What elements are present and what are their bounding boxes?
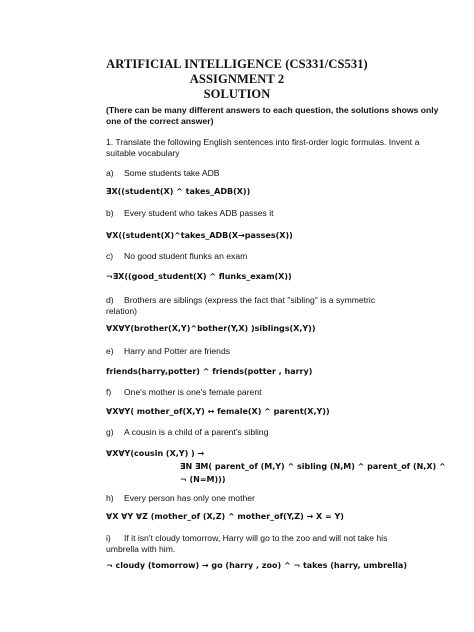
item-answer-cont: ¬ (N=M))): [180, 475, 226, 484]
item-label: e): [106, 346, 114, 356]
item-statement: Every person has only one mother: [124, 493, 255, 503]
item-statement: A cousin is a child of a parent's sibling: [124, 427, 269, 437]
question-line-2: suitable vocabulary: [106, 148, 180, 158]
item-label: b): [106, 208, 114, 218]
item-answer: ∀X ∀Y ∀Z (mother_of (X,Z) ^ mother_of(Y,Z) → X = Y): [106, 512, 344, 521]
item-answer: ¬∃X((good_student(X) ^ flunks_exam(X)): [106, 272, 292, 281]
item-answer: ∀X∀Y(cousin (X,Y) ) →: [106, 449, 205, 458]
item-answer: ∀X∀Y(brother(X,Y)^bother(Y,X) )siblings(X,Y)): [106, 324, 316, 333]
item-label: g): [106, 427, 114, 437]
item-answer: ∀X∀Y( mother_of(X,Y) ↔ female(X) ^ parent(X,Y)): [106, 407, 330, 416]
item-label: f): [106, 387, 112, 397]
item-answer: ¬ cloudy (tomorrow) → go (harry , zoo) ^ ¬ takes (harry, umbrella): [106, 561, 407, 570]
item-label: a): [106, 168, 114, 178]
solution-title: SOLUTION: [203, 87, 271, 101]
item-statement: No good student flunks an exam: [124, 251, 248, 261]
item-statement: Every student who takes ADB passes it: [124, 208, 274, 218]
item-statement: Brothers are siblings (express the fact that "sibling" is a symmetric: [124, 295, 376, 305]
item-label: c): [106, 251, 114, 261]
item-statement: Some students take ADB: [124, 168, 220, 178]
item-statement-cont: relation): [106, 306, 138, 316]
assignment-title: ASSIGNMENT 2: [189, 72, 285, 86]
item-label: i): [106, 533, 111, 543]
item-label: d): [106, 295, 114, 305]
note-line-2: one of the correct answer): [106, 116, 214, 126]
item-statement: One's mother is one's female parent: [124, 387, 262, 397]
item-answer-cont: ∃N ∃M( parent_of (M,Y) ^ sibling (N,M) ^ parent_of (N,X) ^: [180, 462, 446, 471]
item-statement: Harry and Potter are friends: [124, 346, 231, 356]
item-answer: friends(harry,potter) ^ friends(potter , harry): [106, 367, 313, 376]
item-statement: If it isn't cloudy tomorrow, Harry will go to the zoo and will not take his: [124, 533, 388, 543]
course-title: ARTIFICIAL INTELLIGENCE (CS331/CS531): [106, 57, 368, 71]
item-statement-cont: umbrella with him.: [106, 544, 176, 554]
item-answer: ∃X((student(X) ^ takes_ADB(X)): [106, 187, 251, 196]
note-line-1: (There can be many different answers to each question, the solutions shows only: [106, 105, 439, 115]
question-line-1: 1. Translate the following English sentences into first-order logic formulas. Invent a: [106, 137, 420, 147]
item-answer: ∀X((student(X)^takes_ADB(X→passes(X)): [106, 231, 293, 240]
item-label: h): [106, 493, 114, 503]
